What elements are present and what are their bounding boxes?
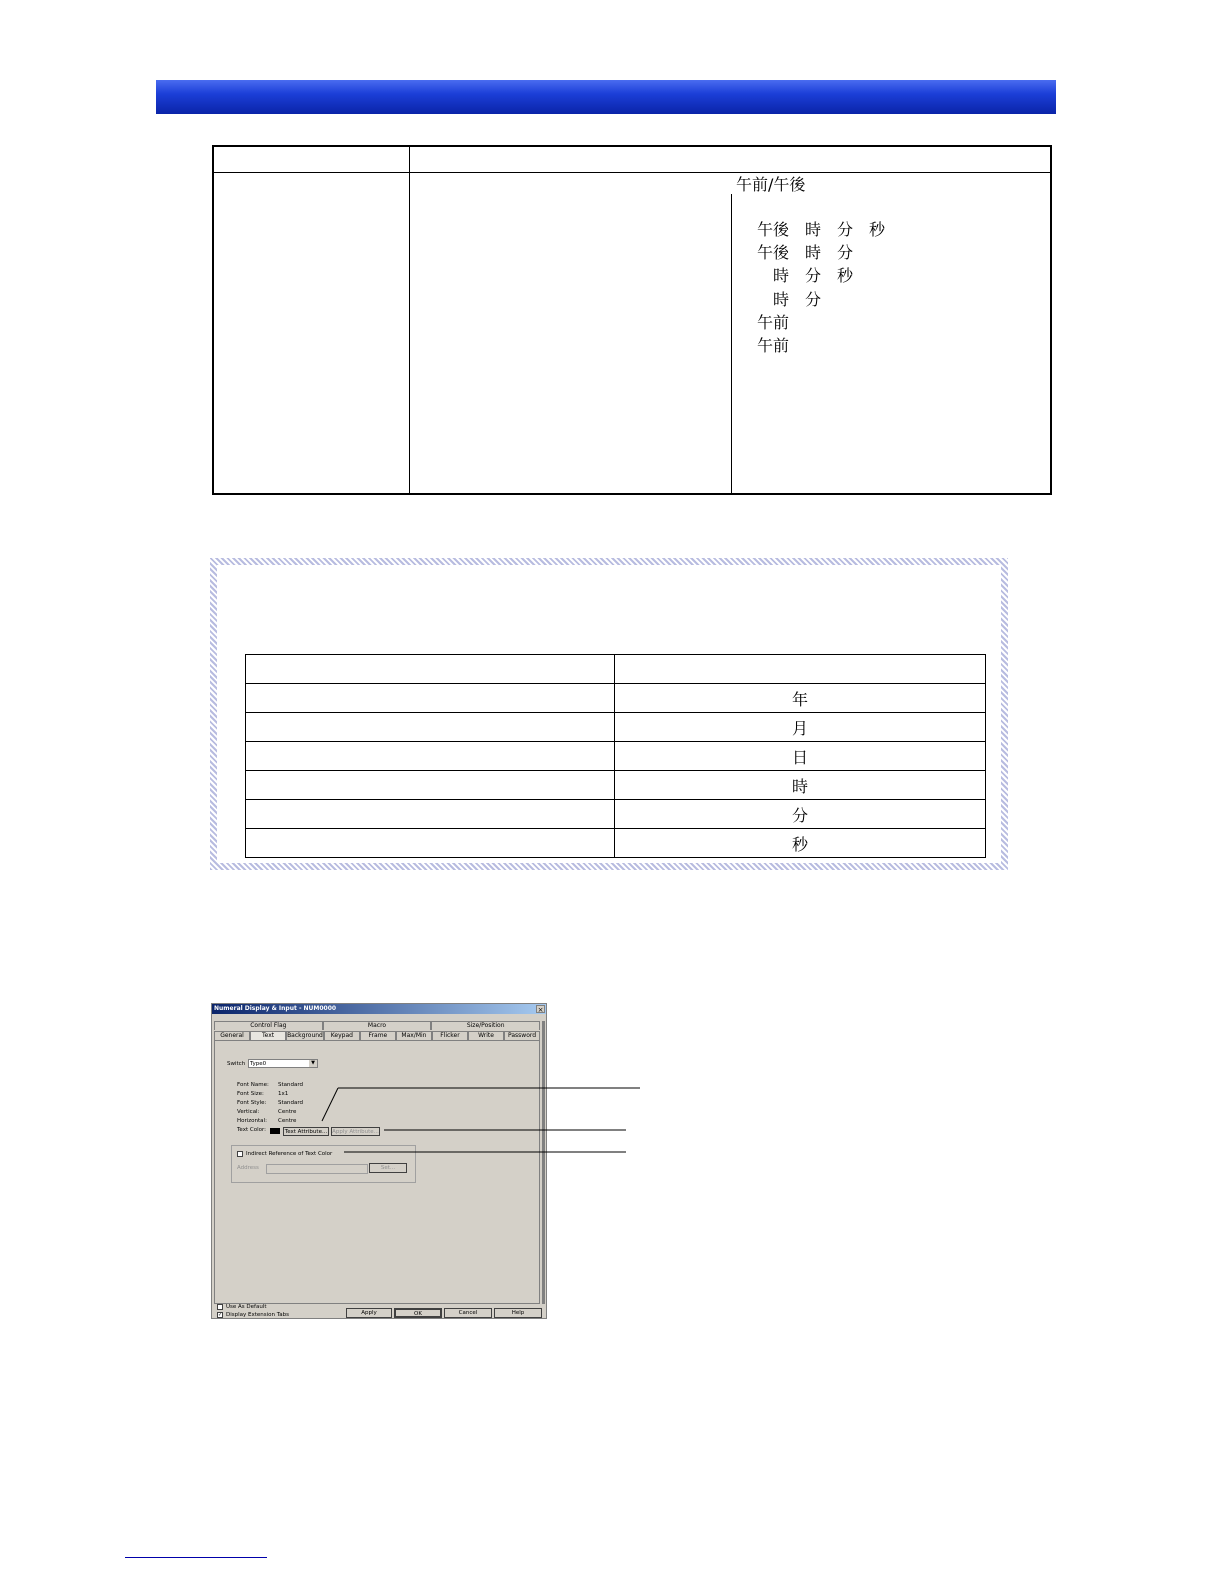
tab-size-position[interactable]: Size/Position [431,1021,540,1030]
font-size-label: Font Size: [237,1091,264,1097]
font-style-value: Standard [278,1100,304,1106]
set-button[interactable]: Set... [369,1163,407,1173]
close-icon[interactable]: × [537,1006,544,1014]
vertical-value: Centre [278,1109,297,1115]
tab-background[interactable]: Background [287,1032,323,1039]
table-row: 年 [246,684,986,713]
table-row: 月 [246,713,986,742]
tab-flicker[interactable]: Flicker [432,1031,468,1040]
tab-control-flag[interactable]: Control Flag [214,1021,323,1030]
horizontal-label: Horizontal: [237,1118,267,1124]
callout-line [322,1088,338,1121]
chevron-down-icon: ▼ [309,1060,317,1067]
horizontal-value: Centre [278,1118,297,1124]
apply-button[interactable]: Apply [346,1308,392,1318]
font-name-label: Font Name: [237,1082,269,1088]
display-ext-tabs-checkbox[interactable]: ✓ [218,1312,223,1318]
list-item: 時 分 秒 [757,266,854,286]
switch-select[interactable]: Type0 ▼ [248,1059,318,1068]
tab-macro[interactable]: Macro [323,1021,432,1030]
font-size-value: 1x1 [278,1091,289,1097]
ok-button[interactable]: OK [394,1308,442,1318]
tab-write[interactable]: Write [468,1031,504,1040]
switch-label: Switch [227,1061,246,1067]
table-row: 分 [246,800,986,829]
tab-keypad[interactable]: Keypad [324,1031,360,1040]
tab-max-min[interactable]: Max/Min [396,1031,432,1040]
tab-frame[interactable]: Frame [360,1031,396,1040]
table-row: 秒 [246,829,986,858]
help-button[interactable]: Help [494,1308,542,1318]
text-color-label: Text Color: [237,1127,266,1133]
footer-rule [125,1557,267,1558]
ampm-header: 午前/午後 [736,175,806,194]
use-default-label: Use As Default [226,1304,267,1310]
table-row: 日 [246,742,986,771]
tab-password[interactable]: Password [504,1031,540,1040]
apply-attribute-button[interactable]: Apply Attribute... [332,1129,379,1135]
font-name-value: Standard [278,1082,304,1088]
display-ext-tabs-label: Display Extension Tabs [226,1312,289,1318]
tab-general[interactable]: General [214,1031,250,1040]
list-item: 時 分 [757,289,822,309]
list-item: 午前 [757,312,790,332]
address-label: Address [237,1165,259,1171]
cancel-button[interactable]: Cancel [444,1308,492,1318]
table-row: 時 [246,771,986,800]
text-attribute-button[interactable]: Text Attribute... [284,1129,328,1135]
list-item: 午前 [757,335,790,355]
list-item: 午後 時 分 秒 [757,220,886,239]
vertical-label: Vertical: [237,1109,260,1115]
list-item: 午後 時 分 [757,243,854,263]
font-style-label: Font Style: [237,1100,267,1106]
tab-text[interactable]: Text [250,1031,286,1040]
indirect-reference-label: Indirect Reference of Text Color [246,1151,333,1157]
dialog-title: Numeral Display & Input - NUM0000 [212,1004,546,1014]
